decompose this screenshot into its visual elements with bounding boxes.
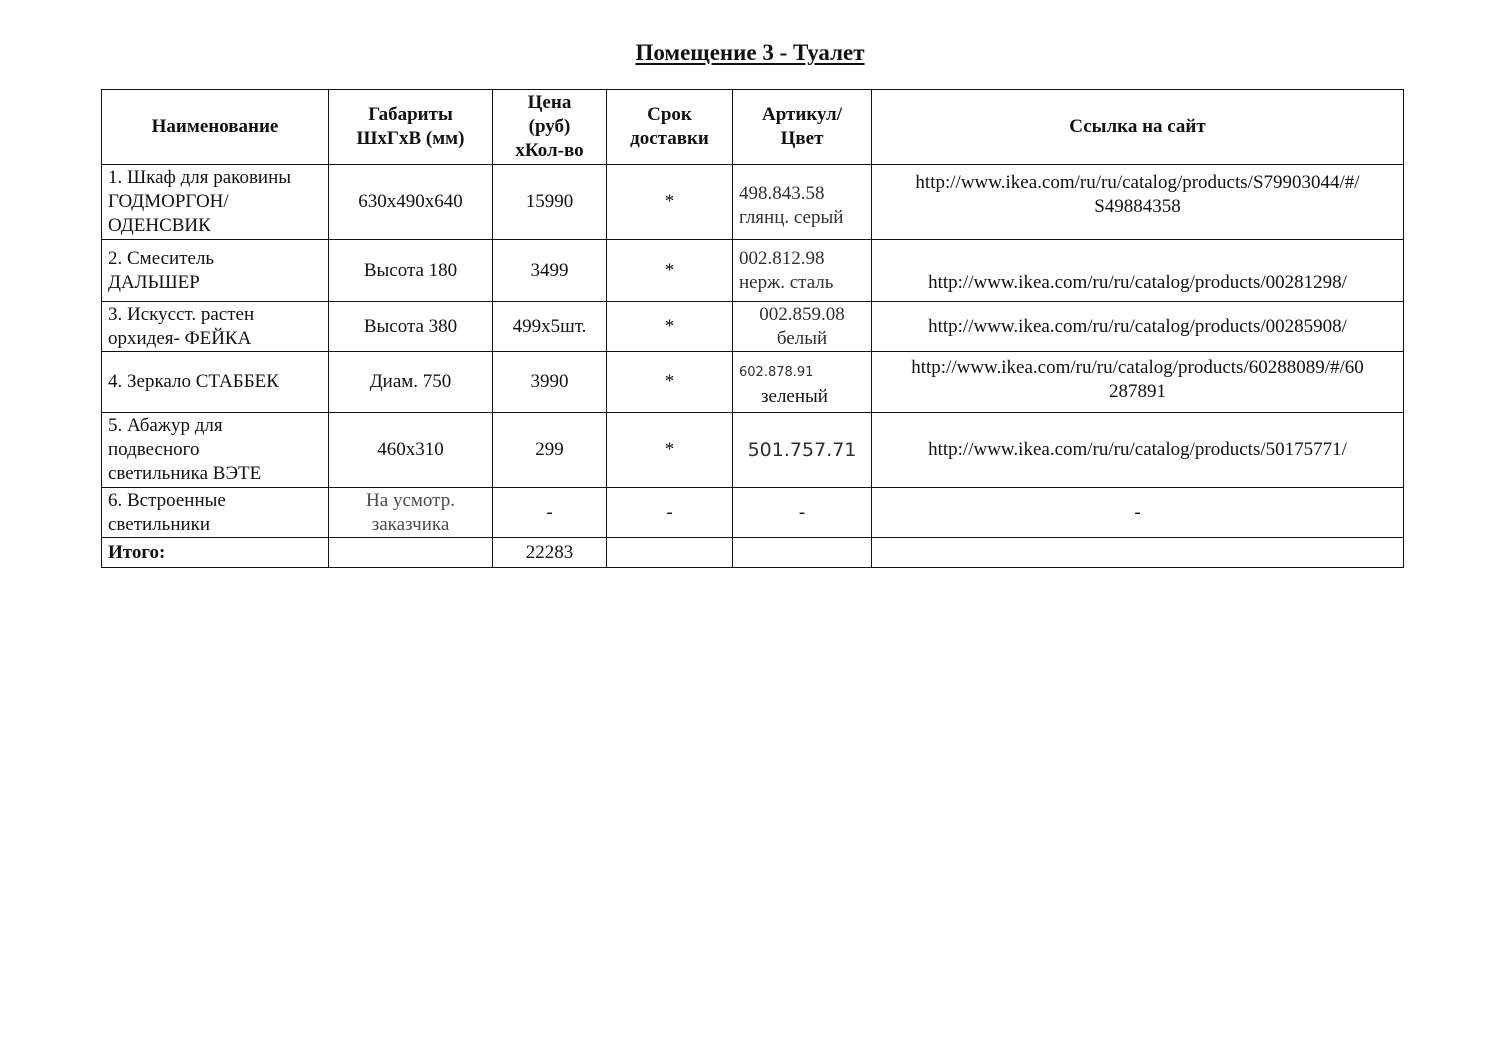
- row-4-dims: Диам. 750: [329, 352, 493, 413]
- row-2-price: 3499: [493, 240, 607, 302]
- header-delivery: Срок доставки: [607, 90, 733, 165]
- table-row: [102, 413, 1404, 488]
- items-table: [101, 89, 1404, 568]
- row-1-link[interactable]: http://www.ikea.com/ru/ru/catalog/products/S79903044/#/ S49884358: [872, 165, 1404, 240]
- total-price: 22283: [493, 538, 607, 568]
- table-header-row: [102, 90, 1404, 165]
- header-dims: Габариты ШхГхВ (мм): [329, 90, 493, 165]
- row-2-dims: Высота 180: [329, 240, 493, 302]
- row-4-article: [733, 352, 872, 413]
- row-2-article: 002.812.98 нерж. сталь: [733, 240, 872, 302]
- row-3-name: 3. Искусст. растен орхидея- ФЕЙКА: [102, 302, 329, 352]
- row-5-price: 299: [493, 413, 607, 488]
- table-row: [102, 240, 1404, 302]
- total-row: [102, 538, 1404, 568]
- table-row: [102, 488, 1404, 538]
- header-price: Цена (руб) хКол-во: [493, 90, 607, 165]
- row-5-name: 5. Абажур для подвесного светильника ВЭТЕ: [102, 413, 329, 488]
- page-title: Помещение 3 - Туалет: [635, 40, 865, 65]
- row-1-delivery: *: [607, 165, 733, 240]
- row-4-article-code: 602.878.91: [739, 365, 814, 380]
- row-4-price: 3990: [493, 352, 607, 413]
- row-2-name: 2. Смеситель ДАЛЬШЕР: [102, 240, 329, 302]
- row-5-link[interactable]: http://www.ikea.com/ru/ru/catalog/products/50175771/: [872, 413, 1404, 488]
- row-3-link[interactable]: http://www.ikea.com/ru/ru/catalog/products/00285908/: [872, 302, 1404, 352]
- row-5-article: 501.757.71: [733, 413, 872, 488]
- row-6-price: -: [493, 488, 607, 538]
- row-1-name: 1. Шкаф для раковины ГОДМОРГОН/ ОДЕНСВИК: [102, 165, 329, 240]
- row-6-link: -: [872, 488, 1404, 538]
- row-5-dims: 460х310: [329, 413, 493, 488]
- row-3-delivery: *: [607, 302, 733, 352]
- row-4-link[interactable]: http://www.ikea.com/ru/ru/catalog/products/60288089/#/60 287891: [872, 352, 1404, 413]
- row-5-delivery: *: [607, 413, 733, 488]
- row-1-dims: 630х490х640: [329, 165, 493, 240]
- total-empty-dims: [329, 538, 493, 568]
- row-2-delivery: *: [607, 240, 733, 302]
- total-empty-link: [872, 538, 1404, 568]
- header-link: Ссылка на сайт: [872, 90, 1404, 165]
- total-empty-delivery: [607, 538, 733, 568]
- table-row: [102, 165, 1404, 240]
- row-3-price: 499х5шт.: [493, 302, 607, 352]
- total-empty-article: [733, 538, 872, 568]
- table-row: [102, 352, 1404, 413]
- row-1-price: 15990: [493, 165, 607, 240]
- row-6-article: -: [733, 488, 872, 538]
- row-4-name: 4. Зеркало СТАББЕК: [102, 352, 329, 413]
- header-name: Наименование: [102, 90, 329, 165]
- row-3-article: 002.859.08 белый: [733, 302, 872, 352]
- row-6-name: 6. Встроенные светильники: [102, 488, 329, 538]
- row-2-link[interactable]: http://www.ikea.com/ru/ru/catalog/products/00281298/: [872, 240, 1404, 302]
- header-article: Артикул/ Цвет: [733, 90, 872, 165]
- table-row: [102, 302, 1404, 352]
- row-6-dims: На усмотр. заказчика: [329, 488, 493, 538]
- row-4-article-color: зеленый: [761, 386, 828, 407]
- row-4-delivery: *: [607, 352, 733, 413]
- total-label: Итого:: [102, 538, 329, 568]
- row-1-article: 498.843.58 глянц. серый: [733, 165, 872, 240]
- row-3-dims: Высота 380: [329, 302, 493, 352]
- row-6-delivery: -: [607, 488, 733, 538]
